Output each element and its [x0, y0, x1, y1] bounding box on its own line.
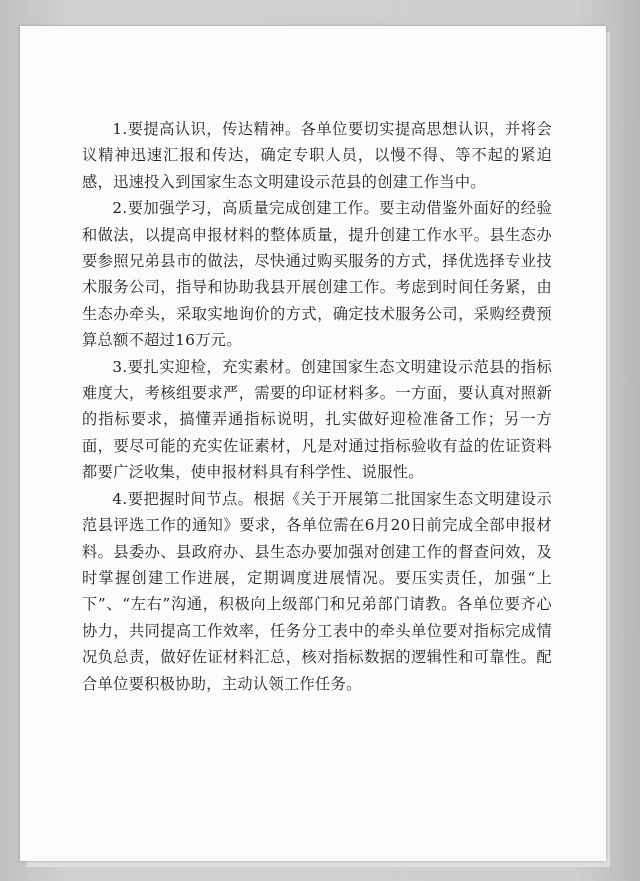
paragraph-1: 1.要提高认识，传达精神。各单位要切实提高思想认识，并将会议精神迅速汇报和传达，确定专职人员，以慢不得、等不起的紧迫感，迅速投入到国家生态文明建设示范县的创建工作当中。: [82, 120, 552, 191]
paragraph-4: 4.要把握时间节点。根据《关于开展第二批国家生态文明建设示范县评选工作的通知》要求，各单位需在6月20日前完成全部申报材料。县委办、县政府办、县生态办要加强对创建工作的督查问效，及时掌握创建工作进展，定期调度进展情况。要压实责任，加强“上下”、“左右”沟通，积极向上级部门和兄弟部门请教。各单位要齐心协力，共同提高工作效率，任务分工表中的牵头单位要对指标完成情况负总责，做好佐证材料汇总，核对指标数据的逻辑性和可靠性。配合单位要积极协助，主动认领工作任务。: [82, 489, 552, 693]
document-body: [82, 116, 552, 697]
paragraph-3: 3.要扎实迎检，充实素材。创建国家生态文明建设示范县的指标难度大，考核组要求严，需要的印证材料多。一方面，要认真对照新的指标要求，搞懂弄通指标说明，扎实做好迎检准备工作；另一方面，要尽可能的充实佐证素材，凡是对通过指标验收有益的佐证资料都要广泛收集，使申报材料具有科学性、说服性。: [82, 357, 552, 482]
paragraph-2: 2.要加强学习，高质量完成创建工作。要主动借鉴外面好的经验和做法，以提高申报材料的整体质量，提升创建工作水平。县生态办要参照兄弟县市的做法，尽快通过购买服务的方式，择优选择专业技术服务公司，指导和协助我县开展创建工作。考虑到时间任务紧，由生态办牵头，采取实地询价的方式，确定技术服务公司，采购经费预算总额不超过16万元。: [82, 199, 552, 350]
